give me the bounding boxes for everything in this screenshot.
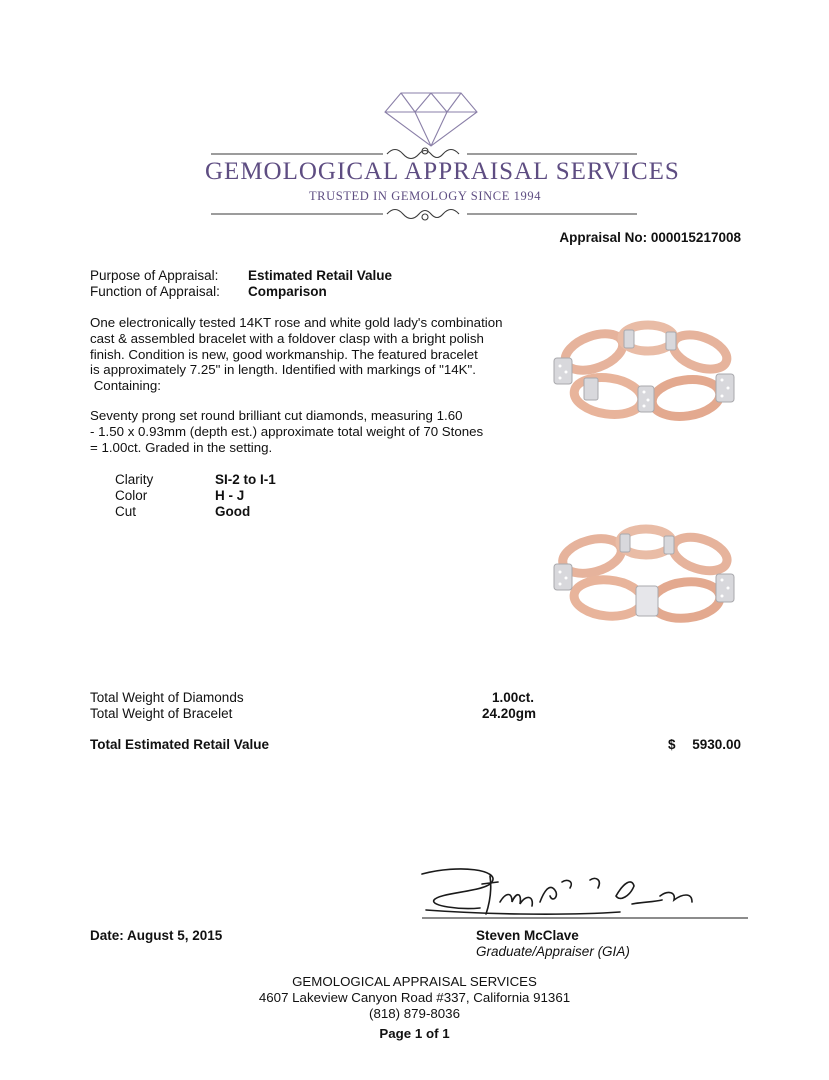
diamond-line: Seventy prong set round brilliant cut diamonds, measuring 1.60	[90, 408, 463, 423]
diamond-line: = 1.00ct. Graded in the setting.	[90, 439, 273, 455]
company-name: GEMOLOGICAL APPRAISAL SERVICES	[205, 158, 680, 185]
bracelet-photo	[548, 318, 738, 430]
footer-address: 4607 Lakeview Canyon Road #337, California 91361	[258, 990, 571, 1005]
total-diamond-weight-label: Total Weight of Diamonds	[90, 690, 244, 705]
footer-company: GEMOLOGICAL APPRAISAL SERVICES	[292, 974, 537, 989]
signature	[420, 862, 750, 924]
description-line: One electronically tested 14KT rose and white gold lady's combination	[90, 315, 503, 330]
total-bracelet-weight-value: 24.20gm	[482, 706, 537, 721]
company-logo	[205, 88, 680, 224]
total-retail-value-label: Total Estimated Retail Value	[90, 737, 270, 752]
company-tagline: TRUSTED IN GEMOLOGY SINCE 1994	[308, 189, 542, 203]
diamond-line: - 1.50 x 0.93mm (depth est.) approximate total weight of 70 Stones	[90, 423, 484, 439]
function-label: Function of Appraisal:	[90, 284, 220, 299]
bracelet-photo	[550, 520, 740, 632]
total-bracelet-weight-label: Total Weight of Bracelet	[90, 706, 233, 721]
cut-label: Cut	[115, 504, 137, 519]
currency-symbol: $	[668, 737, 676, 752]
item-description	[90, 315, 503, 394]
purpose-value: Estimated Retail Value	[248, 268, 393, 283]
function-value: Comparison	[248, 284, 327, 299]
description-line: is approximately 7.25" in length. Identified with markings of "14K".	[90, 362, 476, 378]
clarity-value: SI-2 to I-1	[215, 472, 276, 487]
footer-phone: (818) 879-8036	[369, 1006, 460, 1021]
color-label: Color	[115, 488, 148, 503]
appraiser-name: Steven McClave	[476, 928, 579, 943]
appraisal-number: Appraisal No: 000015217008	[559, 230, 741, 245]
appraiser-title: Graduate/Appraiser (GIA)	[476, 944, 630, 959]
clarity-label: Clarity	[115, 472, 154, 487]
total-retail-value: 5930.00	[692, 737, 741, 752]
description-line: finish. Condition is new, good workmanship. The featured bracelet	[90, 346, 478, 362]
cut-value: Good	[215, 504, 251, 519]
diamond-description	[90, 408, 483, 455]
color-value: H - J	[215, 488, 245, 503]
description-line: cast & assembled bracelet with a foldover clasp with a bright polish	[90, 330, 484, 346]
description-line: Containing:	[90, 378, 161, 394]
purpose-label: Purpose of Appraisal:	[90, 268, 219, 283]
total-diamond-weight-value: 1.00ct.	[492, 690, 535, 705]
appraisal-date: Date: August 5, 2015	[90, 928, 223, 943]
page-number: Page 1 of 1	[379, 1026, 450, 1041]
